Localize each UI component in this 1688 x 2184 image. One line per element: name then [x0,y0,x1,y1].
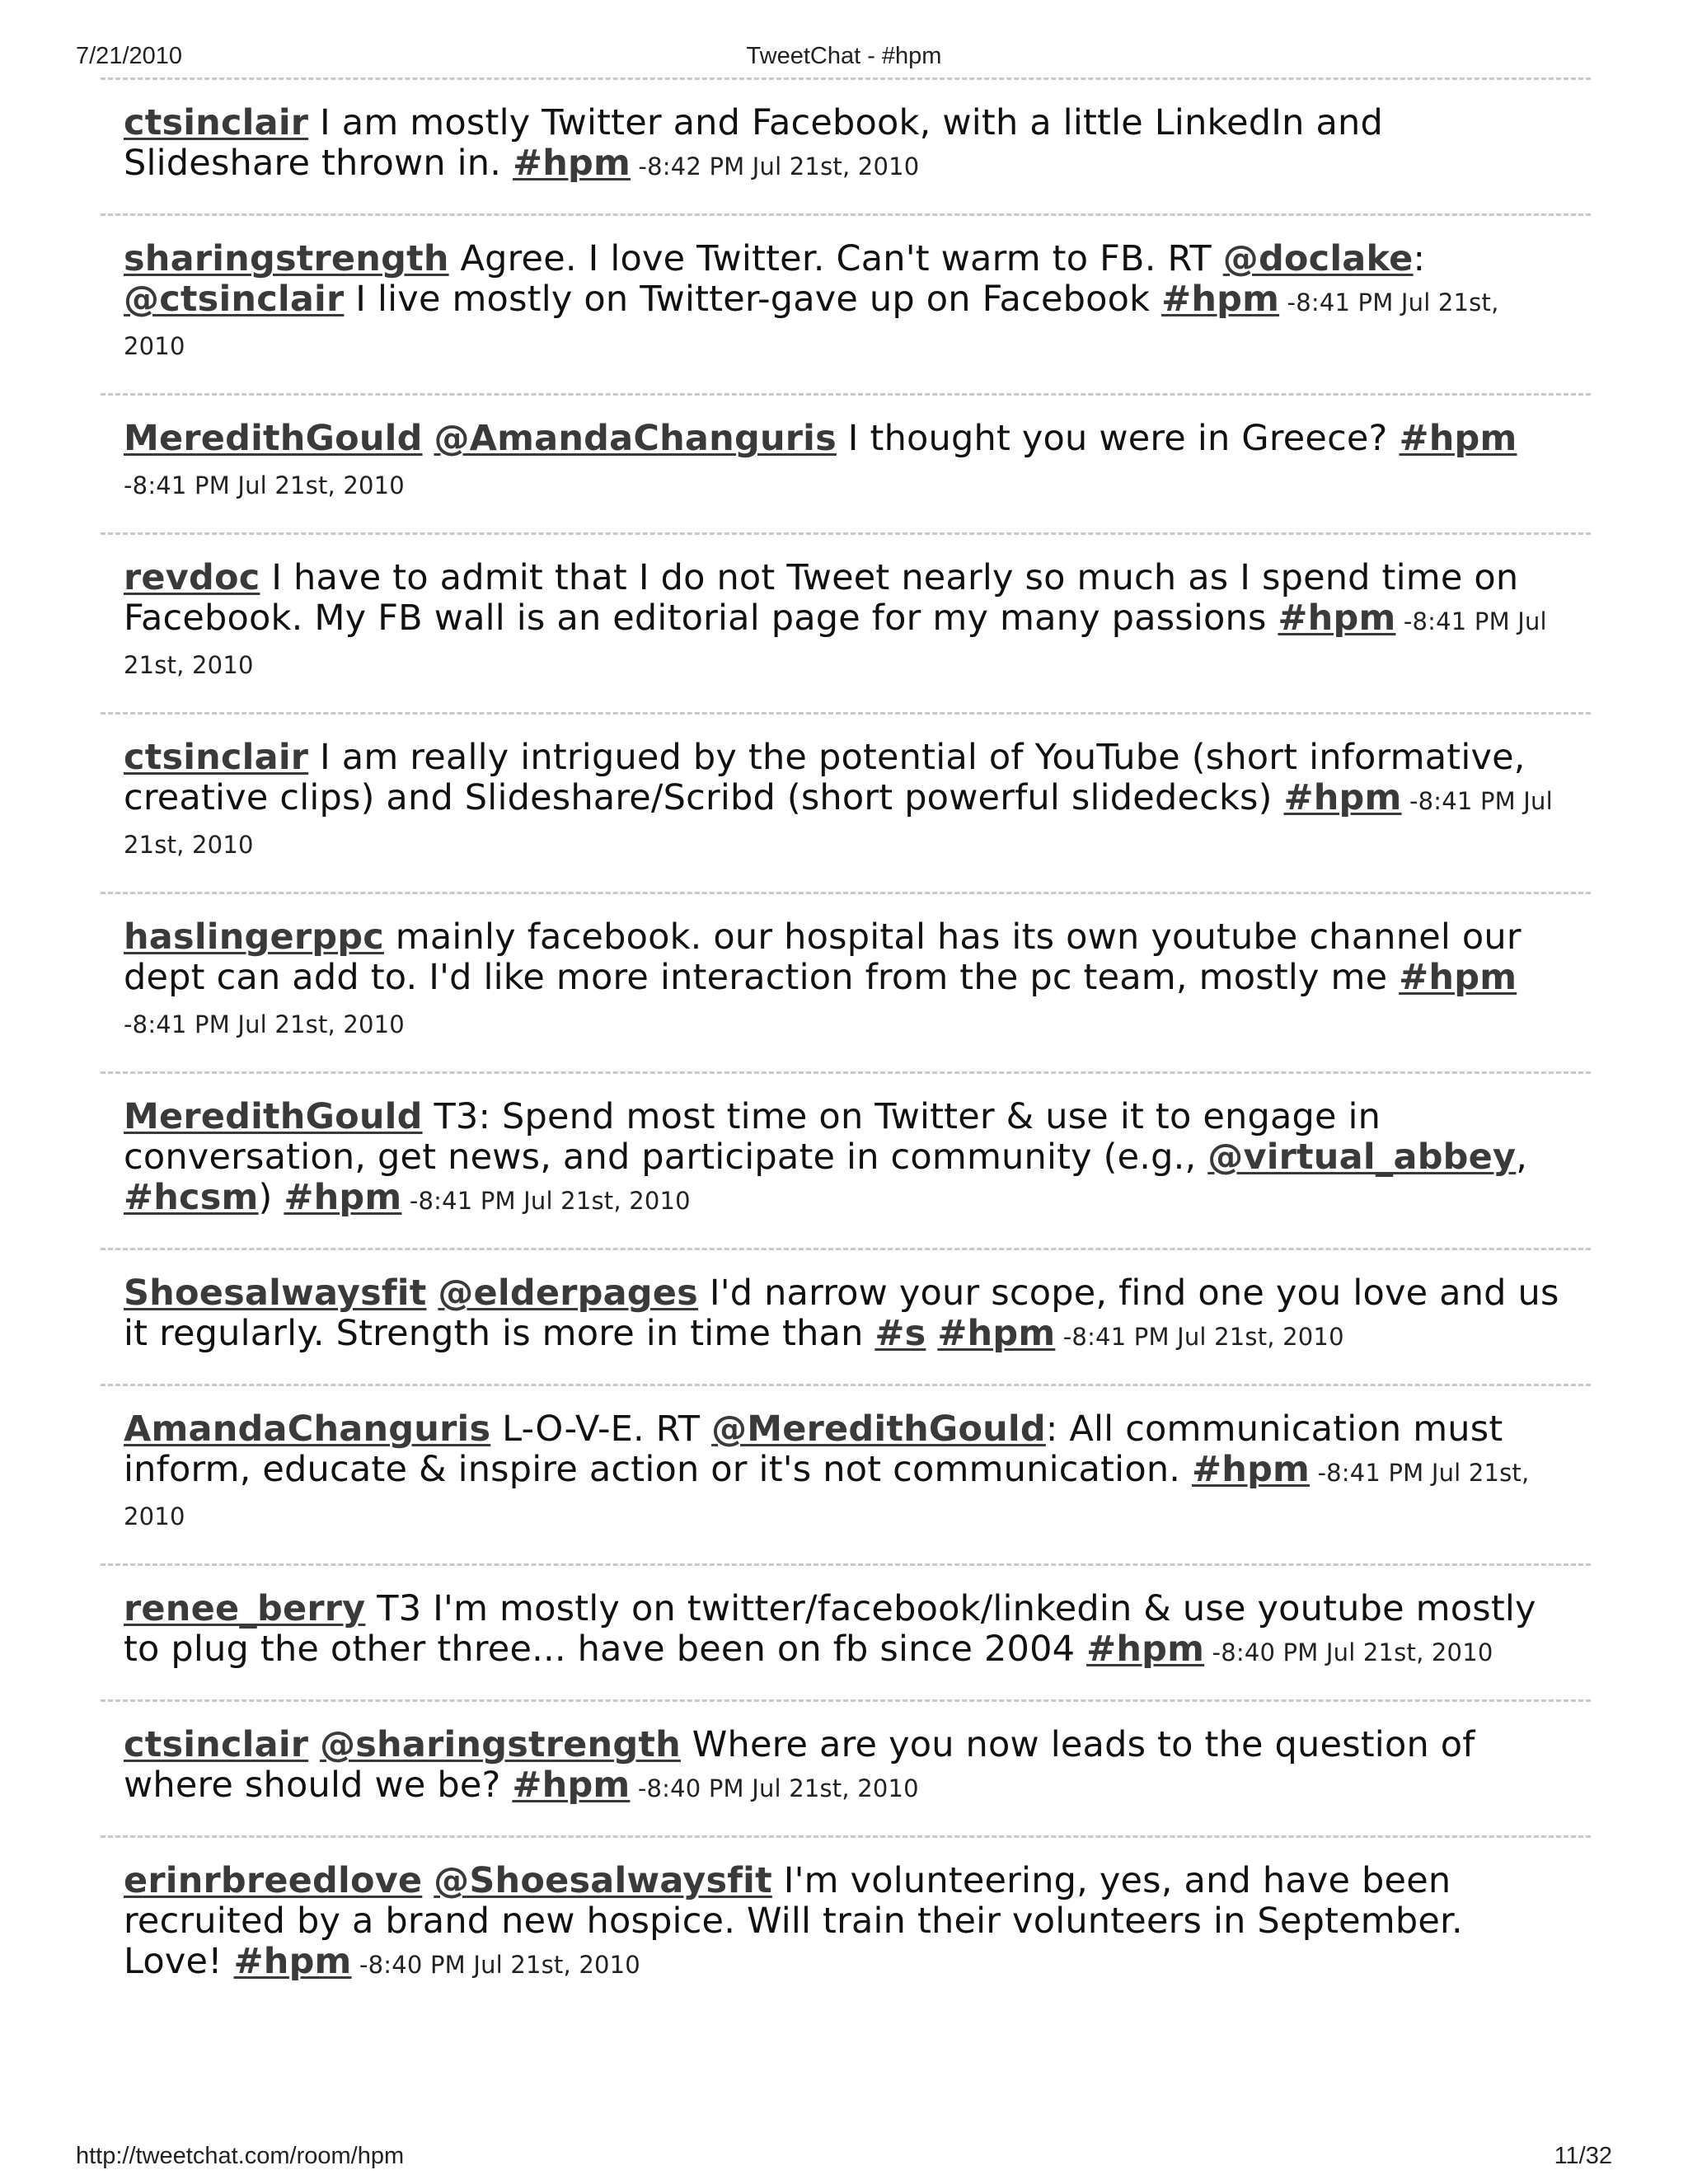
username-link[interactable]: ctsinclair [124,102,309,143]
hashtag-link[interactable]: #hpm [512,1765,631,1806]
username-link[interactable]: AmandaChanguris [124,1408,491,1450]
username-link[interactable]: haslingerppc [124,916,384,958]
hashtag-link[interactable]: #hpm [1086,1629,1205,1670]
print-header [0,43,1688,76]
tweet-timestamp: -8:40 PM Jul 21st, 2010 [1204,1638,1493,1666]
hashtag-link[interactable]: #hpm [1161,279,1280,320]
tweet-text [308,1724,320,1765]
tweet-feed [101,77,1591,2012]
mention-link[interactable]: @MeredithGould [711,1408,1046,1450]
tweet-text: mainly facebook. our hospital has its own youtube channel our dept can add to. I'd like more interaction from the pc team, mostly me [124,916,1522,998]
tweet-timestamp: -8:40 PM Jul 21st, 2010 [630,1774,919,1802]
tweet-text: , [1516,1137,1528,1178]
tweet-text: ) [258,1177,284,1218]
hashtag-link[interactable]: #hpm [1283,777,1402,818]
hashtag-link[interactable]: #hpm [233,1941,352,1982]
tweet-text [423,418,434,459]
hashtag-link[interactable]: #hpm [512,143,631,184]
tweet-item [101,535,1591,712]
tweet-text: I am really intrigued by the potential of YouTube (short informative, creative clips) and Slideshare/Scribd (short powerful slidedecks) [124,737,1526,818]
tweet-text: I'm volunteering, yes, and have been recruited by a brand new hospice. Will train their volunteers in September. Love! [124,1860,1463,1982]
tweet-item [101,715,1591,892]
hashtag-link[interactable]: #hpm [937,1313,1056,1354]
username-link[interactable]: Shoesalwaysfit [124,1272,427,1314]
tweet-timestamp: -8:40 PM Jul 21st, 2010 [351,1951,640,1979]
tweet-text: : [1413,238,1426,279]
tweet-text: T3 I'm mostly on twitter/facebook/linkedin & use youtube mostly to plug the other three... have been on fb since 2004 [124,1588,1536,1670]
tweet-item [101,1702,1591,1835]
mention-link[interactable]: @AmandaChanguris [434,418,837,459]
tweet-timestamp: -8:41 PM Jul 21st, 2010 [1055,1323,1344,1351]
username-link[interactable]: renee_berry [124,1588,366,1629]
tweet-text: : All communication must inform, educate & inspire action or it's not communication. [124,1408,1503,1490]
page-url: http://tweetchat.com/room/hpm [76,2143,405,2169]
hashtag-link[interactable]: #hpm [1399,957,1517,998]
tweet-item [101,396,1591,532]
print-date: 7/21/2010 [76,43,183,69]
tweet-item [101,1250,1591,1384]
tweet-timestamp: -8:41 PM Jul 21st, 2010 [124,607,1547,679]
tweet-timestamp: -8:41 PM Jul 21st, 2010 [124,1010,405,1038]
tweet-item [101,1566,1591,1699]
tweet-text: Agree. I love Twitter. Can't warm to FB. RT [448,238,1223,279]
tweet-timestamp: -8:42 PM Jul 21st, 2010 [631,152,920,180]
hashtag-link[interactable]: #hpm [1399,418,1517,459]
username-link[interactable]: MeredithGould [124,1096,423,1137]
tweet-text [426,1272,438,1314]
hashtag-link[interactable]: #hpm [1192,1449,1311,1490]
tweet-timestamp: -8:41 PM Jul 21st, 2010 [124,1459,1530,1530]
mention-link[interactable]: @sharingstrength [320,1724,681,1765]
tweet-text [926,1313,937,1354]
username-link[interactable]: sharingstrength [124,238,449,279]
tweet-text: I am mostly Twitter and Facebook, with a little LinkedIn and Slideshare thrown in. [124,102,1383,184]
mention-link[interactable]: @virtual_abbey [1207,1137,1517,1178]
tweet-timestamp: -8:41 PM Jul 21st, 2010 [124,471,405,499]
hashtag-link[interactable]: #hpm [1278,598,1396,639]
username-link[interactable]: MeredithGould [124,418,423,459]
tweet-timestamp: -8:41 PM Jul 21st, 2010 [401,1187,691,1215]
mention-link[interactable]: @doclake [1222,238,1414,279]
tweet-text [422,1860,434,1901]
tweet-item [101,1838,1591,2012]
tweet-item [101,80,1591,213]
tweet-text: I thought you were in Greece? [836,418,1400,459]
username-link[interactable]: erinrbreedlove [124,1860,423,1901]
hashtag-link[interactable]: #hpm [284,1177,402,1218]
hashtag-link[interactable]: #s [874,1313,926,1354]
tweet-item [101,216,1591,393]
tweet-text: I'd narrow your scope, find one you love and us it regularly. Strength is more in time than [124,1272,1559,1354]
mention-link[interactable]: @elderpages [438,1272,698,1314]
tweet-item [101,894,1591,1071]
hashtag-link[interactable]: #hcsm [124,1177,259,1218]
tweet-timestamp: -8:41 PM Jul 21st, 2010 [124,288,1499,360]
mention-link[interactable]: @Shoesalwaysfit [434,1860,772,1901]
page-number: 11/32 [1554,2143,1612,2169]
username-link[interactable]: revdoc [124,557,260,598]
username-link[interactable]: ctsinclair [124,737,309,778]
mention-link[interactable]: @ctsinclair [124,279,345,320]
tweet-text: I live mostly on Twitter-gave up on Facebook [344,279,1162,320]
tweet-text: Where are you now leads to the question of where should we be? [124,1724,1475,1806]
tweet-text: I have to admit that I do not Tweet nearly so much as I spend time on Facebook. My FB wall is an editorial page for my many passions [124,557,1519,639]
page-title: TweetChat - #hpm [746,43,942,69]
tweet-text: L-O-V-E. RT [490,1408,712,1450]
tweet-item [101,1386,1591,1563]
tweet-item [101,1074,1591,1248]
tweet-timestamp: -8:41 PM Jul 21st, 2010 [124,787,1553,859]
username-link[interactable]: ctsinclair [124,1724,309,1765]
tweet-text: T3: Spend most time on Twitter & use it to engage in conversation, get news, and participate in community (e.g., [124,1096,1381,1178]
